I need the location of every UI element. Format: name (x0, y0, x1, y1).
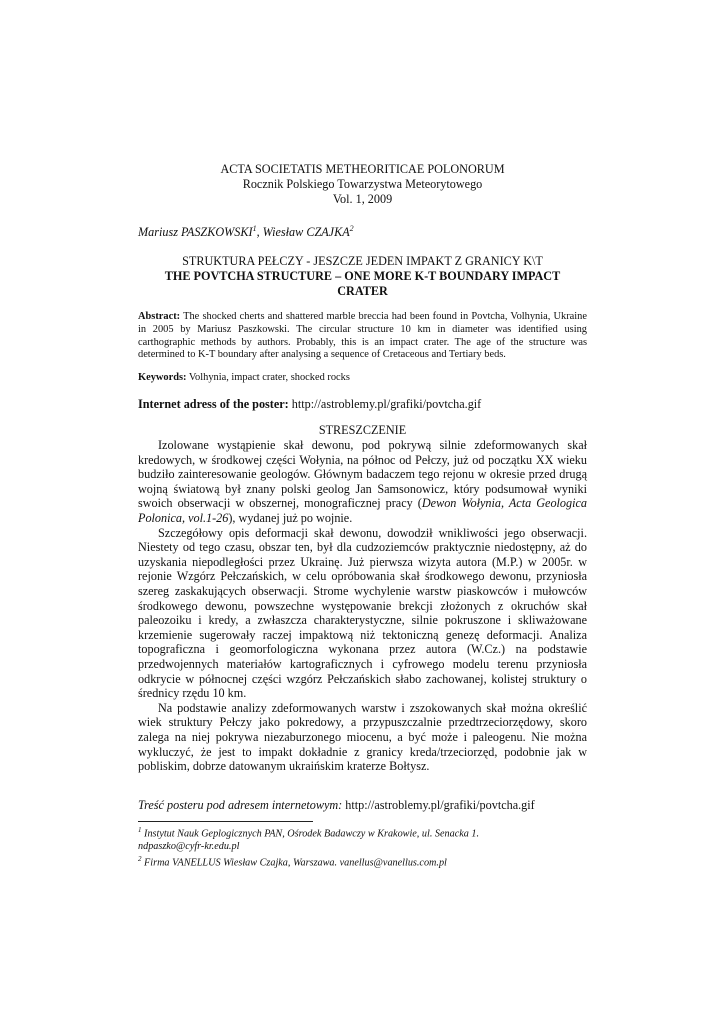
journal-name: ACTA SOCIETATIS METHEORITICAE POLONORUM (220, 162, 505, 176)
author-1: Mariusz PASZKOWSKI (138, 225, 253, 240)
author-separator: , (256, 225, 263, 240)
keywords-label: Keywords: (138, 372, 187, 384)
journal-header (138, 162, 587, 207)
poster-content-address (138, 798, 587, 813)
title-polish: STRUKTURA PEŁCZY - JESZCZE JEDEN IMPAKT Z GRANICY K\T (182, 254, 543, 269)
author-1-affiliation: 1 (252, 224, 257, 233)
title-english (138, 269, 587, 299)
poster-address (138, 397, 587, 412)
streszczenie-paragraph-3: Na podstawie analizy zdeformowanych warstw i zszokowanych skał można określić wiek struktury Pełczy jako pokredowy, a przypuszczalnie przedtrzeciorzędowy, skoro zalega na niej pokrywa niezaburzonego miocenu, a być może i paleogenu. Nie można wykluczyć, że jest to impakt dokładnie z granicy kreda/trzeciorzęd, podobnie jak w pobliskim, dobrze datowanym ukraińskim kraterze Bołtysz. (138, 700, 587, 774)
author-2: Wiesław CZAJKA (262, 225, 350, 240)
abstract-text: The shocked cherts and shattered marble breccia had been found in Povtcha, Volhynia, Ukraine in 2005 by Mariusz Paszkowski. The circular structure 10 km in diameter was identified using carthographic methods by authors. Probably, this is an impact crater. The age of the structure was determined to K-T boundary after analysing a sequence of Cretaceous and Tertiary beds. (138, 311, 587, 361)
streszczenie-paragraph-1 (138, 438, 587, 526)
authors-line (138, 221, 587, 240)
streszczenie-heading: STRESZCZENIE (318, 423, 407, 438)
footnote-1-email: ndpaszko@cyfr-kr.edu.pl (138, 840, 240, 852)
footnote-1 (138, 824, 587, 841)
abstract-label: Abstract: (138, 311, 181, 323)
streszczenie-paragraph-2: Szczegółowy opis deformacji skał dewonu, dowodził wnikliwości jego obserwacji. Niestety od tego czasu, obszar ten, był dla cudzoziemców praktycznie niedostępny, aż do uzyskania niepodległości przez Ukrainę. Już pierwsza wizyta autora (M.P.) w 2005r. w rejonie Wzgórz Pełczańskich, w celu opróbowania skał środkowego dewonu, przyniosła szereg zaskakujących obserwacji. Strome wychylenie warstw piaskowców i mułowców środkowego dewonu, powszechne występowanie brekcji złożonych z okruchów skał paleozoiku i kredy, a zwłaszcza charakterystyczne, silnie pokruszone i skliważowane krzemienie sugerowały raczej impaktową niż tektoniczną genezę deformacji. Analiza topograficzna i geomorfologiczna wykonana przez autora (W.Cz.) na podstawie przedwojennych materiałów kartograficznych i cyfrowego modelu terenu przyniosła odkrycie w północnej części wzgórz Pełczańskich słabo zachowanej, kolistej struktury o średnicy rzędu 10 km. (138, 525, 587, 701)
author-2-affiliation: 2 (349, 224, 354, 233)
paper-page (138, 162, 587, 870)
tresc-label: Treść posteru pod adresem internetowym: (138, 797, 343, 812)
footnote-2-text: Firma VANELLUS Wiesław Czajka, Warszawa. vanellus@vanellus.com.pl (141, 857, 447, 869)
p1-text-a: Izolowane wystąpienie skał dewonu, pod pokrywą silnie zdeformowanych skał kredowych, w środkowej części Wołynia, na północ od Pełczy, już od początku XX wieku budziło zainteresowanie geologów. Głównym badaczem tego rejonu w okresie przed drugą wojną światową był znany polski geolog Jan Samsonowicz, który podsumował wyniki swoich obserwacji w obszernej, monograficznej pracy ( (138, 438, 587, 511)
p1-text-b: ), wydanej już po wojnie. (228, 511, 353, 526)
footnote-2-mark: 2 (138, 855, 142, 864)
title-english-line-2: CRATER (337, 284, 388, 299)
journal-subtitle: Rocznik Polskiego Towarzystwa Meteorytowego (242, 177, 483, 191)
keywords-text: Volhynia, impact crater, shocked rocks (186, 372, 350, 384)
footnote-1-mark: 1 (138, 825, 142, 834)
poster-label: Internet adress of the poster: (138, 397, 289, 412)
tresc-url-link[interactable]: http://astroblemy.pl/grafiki/povtcha.gif (342, 797, 535, 812)
footnotes (138, 824, 587, 870)
p1-citation: Dewon Wołynia, Acta Geologica Polonica, vol.1-26 (138, 496, 588, 526)
footnote-2 (138, 853, 587, 870)
footnote-1-text: Instytut Nauk Geplogicznych PAN, Ośrodek Badawczy w Krakowie, ul. Senacka 1. (141, 828, 480, 840)
abstract (138, 311, 587, 362)
keywords (138, 372, 587, 385)
journal-volume: Vol. 1, 2009 (332, 192, 393, 206)
poster-url-link[interactable]: http://astroblemy.pl/grafiki/povtcha.gif (288, 397, 482, 412)
title-english-line-1: THE POVTCHA STRUCTURE – ONE MORE K-T BOUNDARY IMPACT (164, 269, 561, 284)
footnote-divider (138, 821, 313, 822)
